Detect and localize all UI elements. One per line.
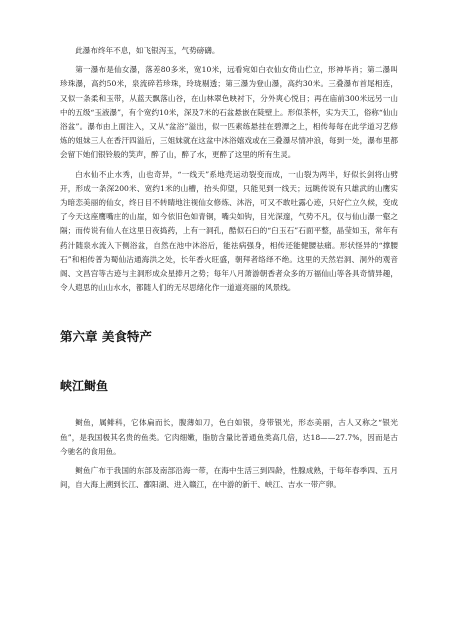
section-title: 峡江鲥鱼	[60, 379, 109, 394]
chapter-title: 第六章 美食特产	[60, 329, 152, 345]
paragraph-fish-description: 鲥鱼，属鲱科，它体扁而长，腹薄如刀，色白如银，身带银光，形态美丽，古人又称之“银光鱼”，是我国极其名贵的鱼类。它肉细嫩，脂肪含量比普通鱼类高几倍，达18——27.7%，因而是古今驰名的食用鱼。	[60, 418, 398, 456]
paragraph-mountain-features: 白水仙不止水秀，山也奇异，“一线天”系地壳运动裂变而成，一山裂为两半，好似长剑将山劈开，形成一条深200米、宽约1米的山槽，抬头仰望，只能见到一线天；远眺传说有只雄武的山鹰实为暗恋美丽的仙女，终日目不转睛地注视仙女修炼、沐浴，可又不敢吐露心迹，只好伫立久候，变成了今天这座鹰嘴庄的山崖，如今依旧色如青铜，嘴尖如钩，目光深邃，气势不凡，仅与仙山瀑一壑之隔；而传说有仙人在这里日夜捣药，上有一洞孔，酷似石臼的“臼玉石”石面平整，晶莹如玉，常年有药汁随泉水流入下侧浴盆，自然在池中沐浴后，能祛病强身，相传还能健腰祛痛。形状怪异的“撑腰石”和相传普为蜀仙沾通海洪之处，长年香火旺盛，朝拜者络绎不绝。这里的天然岩洞、洞外的观音阁、文昌宫等古迹与主洞形成众星捧月之势；每年八月萧游朝香者众多的万福仙山等各具奇情异趣，令人遐思的山山水水，都随人们的无尽思绪化作一道道亮丽的风景线。	[60, 169, 398, 293]
paragraph-waterfall-intro: 此瀑布终年不息，如飞银泻玉，气势磅礴。	[75, 46, 220, 55]
paragraph-fish-distribution: 鲥鱼广布于我国的东部及南部沿海一带，在海中生活三到四龄，性腺成熟，于每年春季四、五月间，自大海上溯到长江、鄱阳湖、进入赣江，在中游的新干、峡江、吉水一带产卵。	[60, 466, 398, 490]
paragraph-first-waterfall: 第一瀑布是仙女瀑，落差80多米，宽10米，远看宛如白衣仙女倚山伫立，形神毕肖；第二瀑叫珍珠瀑，高约50米，泉流碎若珍珠，玲珑剔透；第三瀑为登山瀑，高约30米。三叠瀑布首尾相连，又似一条柔和玉带，从蓝天飘落山谷，在山林翠色映衬下，分外爽心悦目；再在庙前300米远另一山中的五级“玉液瀑”，有个宽约10米，深及7米的石盆悬嵌在陡壁上。形似茶杯，实为天工，俗称“仙山浴盆”。瀑布由上面注入，又从“盆浴”溢出，似一匹素练悬挂在碧潭之上，相传每每在此学道习艺修炼的姐妹三人在香汗四溢后，三姐妹就在这盆中沐浴嬉戏或在三叠瀑尽情冲浪，每到一处，瀑布里都会留下她们银铃般的笑声，醉了山，醉了水，更醉了这里的所有生灵。	[60, 65, 398, 160]
